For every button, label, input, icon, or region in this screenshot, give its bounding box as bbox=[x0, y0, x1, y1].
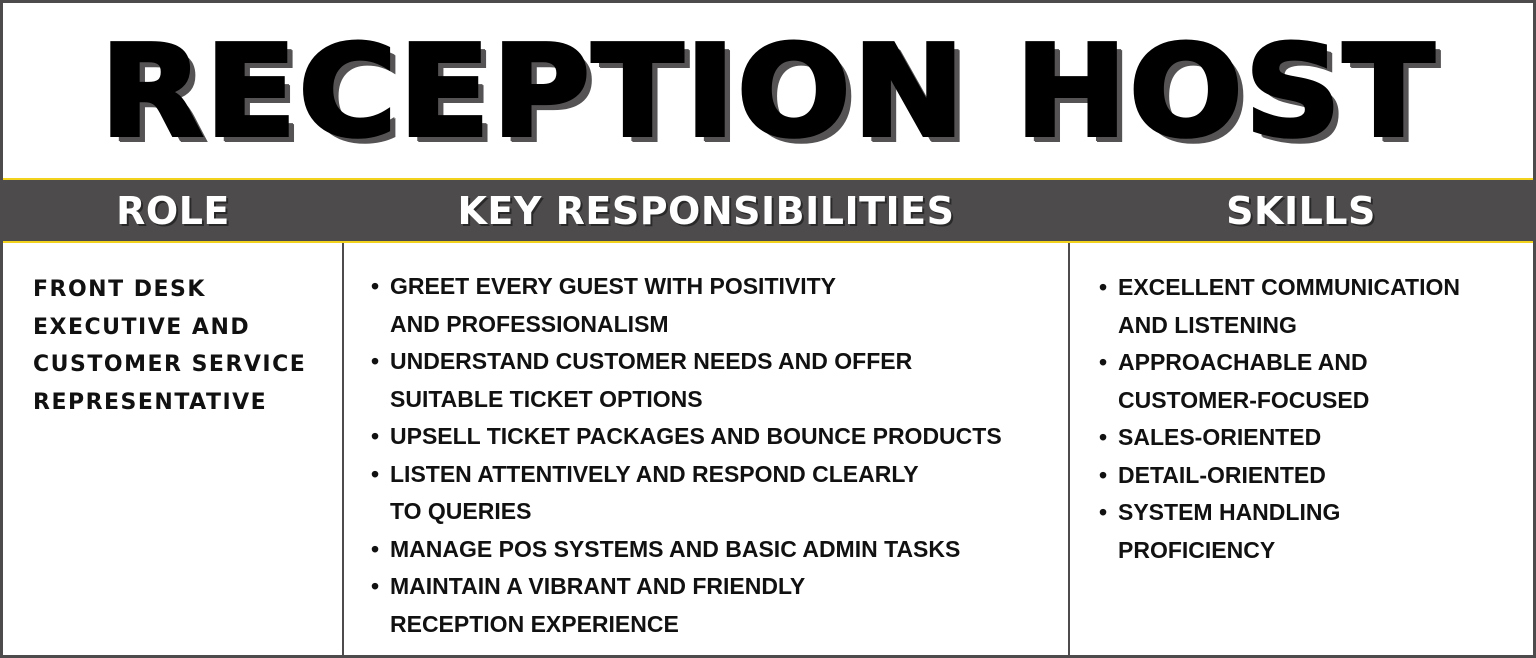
skill-item: • SALES-ORIENTED bbox=[1099, 419, 1529, 457]
responsibility-item: • GREET EVERY GUEST WITH POSITIVITY AND PROFESSIONALISM bbox=[371, 268, 1061, 343]
title-area bbox=[3, 3, 1533, 177]
responsibility-item: • LISTEN ATTENTIVELY AND RESPOND CLEARLY TO QUERIES bbox=[371, 456, 1061, 531]
column-header-responsibilities: KEY RESPONSIBILITIES bbox=[457, 188, 955, 233]
responsibility-item: • UPSELL TICKET PACKAGES AND BOUNCE PRODUCTS bbox=[371, 418, 1061, 456]
role-description bbox=[33, 271, 306, 421]
column-header-bar bbox=[3, 178, 1533, 243]
skill-item: • DETAIL-ORIENTED bbox=[1099, 457, 1529, 495]
responsibilities-list bbox=[371, 268, 1061, 643]
role-line: REPRESENTATIVE bbox=[33, 389, 268, 415]
role-line: FRONT DESK bbox=[33, 277, 206, 302]
responsibility-item: • UNDERSTAND CUSTOMER NEEDS AND OFFER SUITABLE TICKET OPTIONS bbox=[371, 343, 1061, 418]
column-header-role: ROLE bbox=[116, 188, 230, 233]
responsibility-item: • MANAGE POS SYSTEMS AND BASIC ADMIN TASKS bbox=[371, 531, 1061, 569]
role-line: CUSTOMER SERVICE bbox=[33, 352, 307, 377]
column-divider bbox=[1068, 243, 1070, 655]
column-header-skills: SKILLS bbox=[1226, 188, 1376, 233]
skills-list bbox=[1099, 269, 1529, 569]
skill-item: • EXCELLENT COMMUNICATION AND LISTENING bbox=[1099, 269, 1529, 344]
skill-item: • APPROACHABLE AND CUSTOMER-FOCUSED bbox=[1099, 344, 1529, 419]
skill-item: • SYSTEM HANDLING PROFICIENCY bbox=[1099, 494, 1529, 569]
column-divider bbox=[342, 243, 344, 655]
page-title: RECEPTION HOST bbox=[99, 18, 1437, 165]
responsibility-item: • MAINTAIN A VIBRANT AND FRIENDLY RECEPTION EXPERIENCE bbox=[371, 568, 1061, 643]
table-body bbox=[3, 243, 1533, 655]
role-line: EXECUTIVE AND bbox=[33, 314, 251, 340]
